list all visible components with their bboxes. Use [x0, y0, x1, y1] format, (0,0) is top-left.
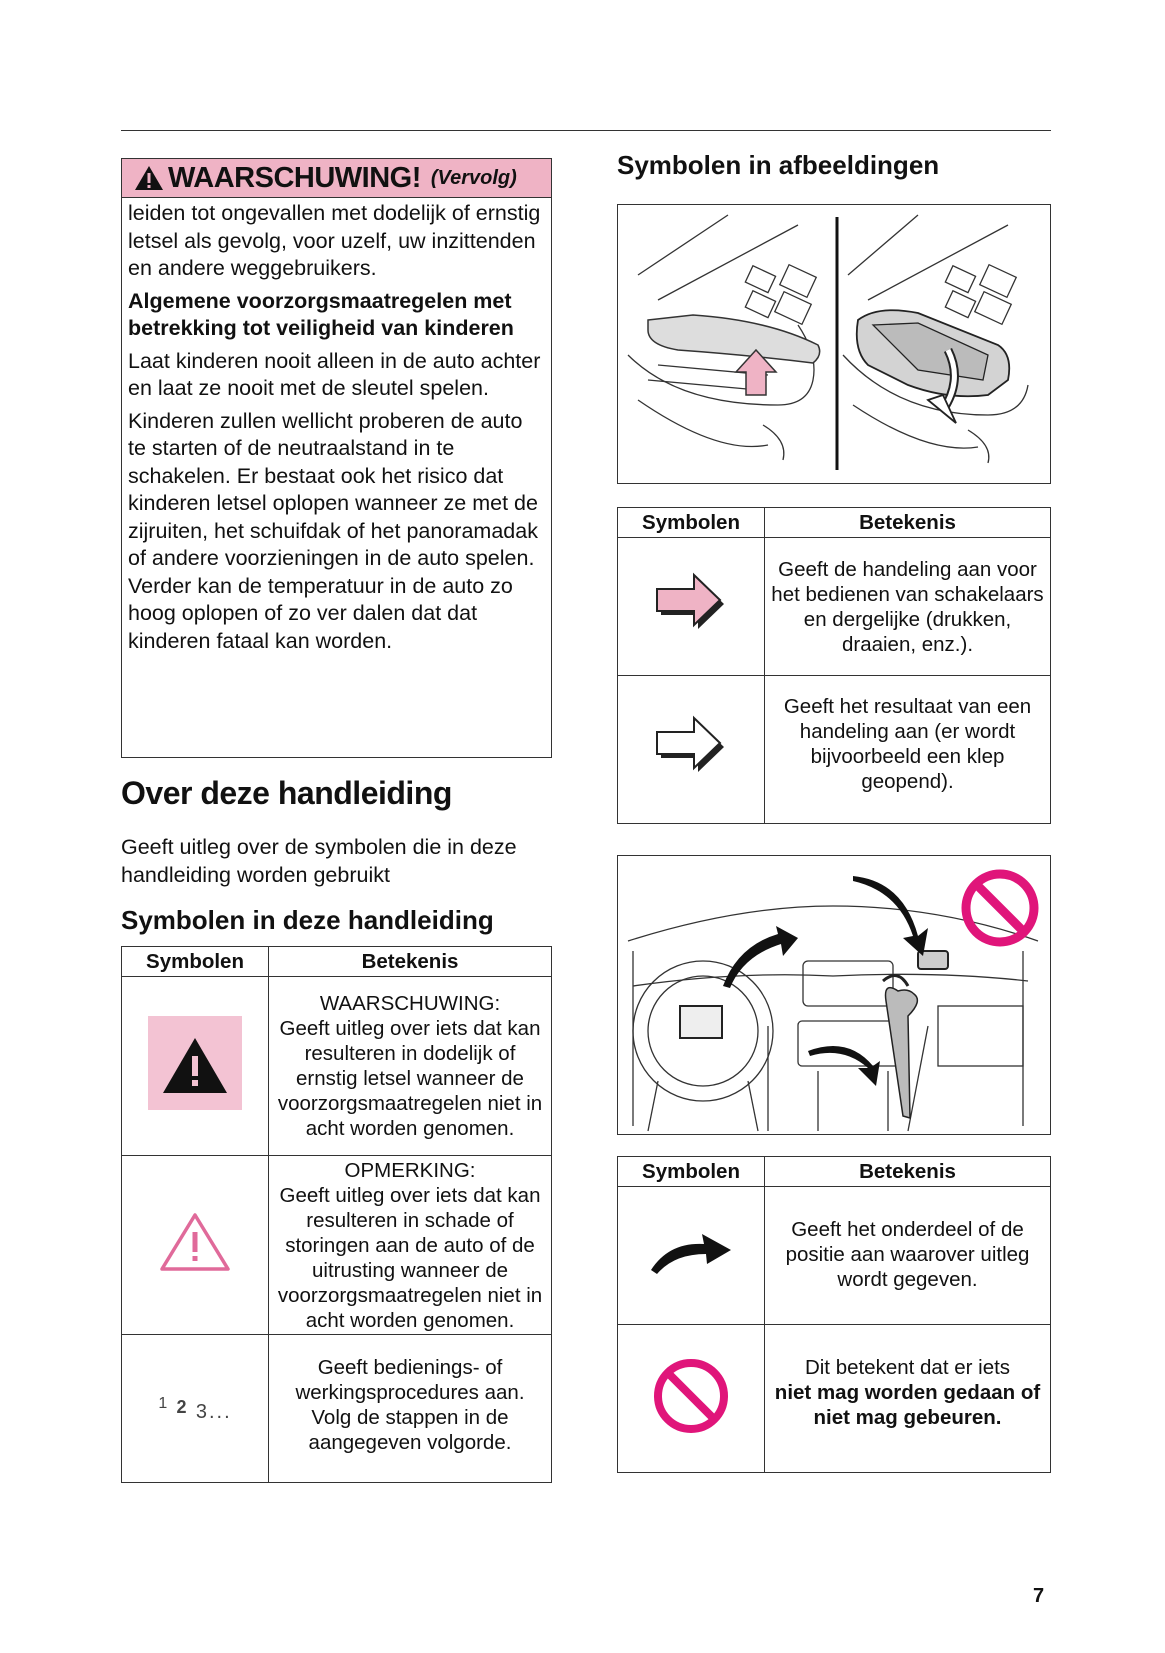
illustration-symbols-table-1 [617, 507, 1051, 824]
meaning-text: Dit betekent dat er iets [804, 1356, 1011, 1379]
table-row [618, 538, 1051, 676]
symbol-cell [122, 1156, 269, 1335]
symbol-cell [618, 538, 765, 676]
meaning-cell [765, 1325, 1051, 1473]
page-title: Over deze handleiding [121, 775, 452, 811]
dashboard-illustration [618, 856, 1049, 1133]
column-header: Symbolen [122, 947, 269, 977]
prohibition-icon [966, 874, 1034, 942]
warning-title: WAARSCHUWING! [168, 161, 421, 194]
meaning-cell: Geeft de handeling aan voor het bedienen van schakelaars en dergelijke (drukken, draaien, enz.). [765, 538, 1051, 676]
warning-body [122, 198, 551, 655]
top-rule [121, 130, 1051, 131]
illustration-symbols-table-2 [617, 1156, 1051, 1473]
column-header: Betekenis [765, 1157, 1051, 1187]
intro-text: Geeft uitleg over de symbolen die in deze handleiding worden gebruikt [121, 835, 517, 887]
manual-symbols-table [121, 946, 552, 1483]
curved-pointer-arrow-icon [649, 1230, 733, 1276]
table-row [618, 1187, 1051, 1325]
warning-triangle-icon [134, 164, 164, 192]
column-header: Betekenis [269, 947, 552, 977]
table-row [618, 676, 1051, 824]
table-row [122, 977, 552, 1156]
warning-continued: (Vervolg) [430, 166, 517, 189]
meaning-cell: Geeft bedienings- of werkingsprocedures aan. Volg de stappen in de aangegeven volgorde. [269, 1335, 552, 1483]
warning-box [121, 158, 552, 758]
column-header: Betekenis [765, 508, 1051, 538]
symbol-cell [618, 1325, 765, 1473]
warning-subheading: Algemene voorzorgsmaatregelen met betrekking tot veiligheid van kinderen [128, 288, 514, 340]
steps-symbol: $^1$ 2 3... [158, 1395, 232, 1423]
operation-arrow-icon [651, 572, 731, 636]
column-header: Symbolen [618, 1157, 765, 1187]
symbol-cell [122, 1335, 269, 1483]
caution-triangle-icon [158, 1210, 232, 1274]
warning-symbol-icon [148, 1016, 242, 1110]
meaning-cell: Geeft het onderdeel of de positie aan waarover uitleg wordt gegeven. [765, 1187, 1051, 1325]
warning-paragraph: Laat kinderen nooit alleen in de auto achter en laat ze nooit met de sleutel spelen. [128, 348, 541, 400]
warning-header [122, 159, 551, 198]
overhead-console-illustration [618, 205, 1049, 482]
table-row [618, 1325, 1051, 1473]
symbol-cell [618, 1187, 765, 1325]
figure-dashboard [617, 855, 1051, 1135]
meaning-text-bold: niet mag worden gedaan of niet mag gebeuren. [774, 1381, 1041, 1429]
table-row [122, 1156, 552, 1335]
symbol-cell [618, 676, 765, 824]
warning-paragraph: leiden tot ongevallen met dodelijk of ernstig letsel als gevolg, voor uzelf, uw inzittenden en andere weggebruikers. [128, 201, 541, 280]
symbol-cell [122, 977, 269, 1156]
section-heading-manual-symbols: Symbolen in deze handleiding [121, 905, 494, 935]
section-heading-illustration-symbols: Symbolen in afbeeldingen [617, 150, 940, 180]
table-row [122, 1335, 552, 1483]
meaning-cell: WAARSCHUWING: Geeft uitleg over iets dat kan resulteren in dodelijk of ernstig letsel wanneer de voorzorgsmaatregelen niet in acht worden genomen. [269, 977, 552, 1156]
prohibition-symbol-icon [651, 1356, 731, 1436]
meaning-cell: OPMERKING: Geeft uitleg over iets dat kan resulteren in schade of storingen aan de auto of de uitrusting wanneer de voorzorgsmaatregelen niet in acht worden genomen. [269, 1156, 552, 1335]
warning-paragraph: Kinderen zullen wellicht proberen de auto te starten of de neutraalstand in te schakelen. Er bestaat ook het risico dat kinderen letsel oplopen wanneer ze met de zijruiten, het schuifdak of het panoramadak of andere voorzieningen in de auto spelen. Verder kan de temperatuur in de auto zo hoog oplopen of zo ver dalen dat dat kinderen fataal kan worden. [128, 408, 538, 653]
figure-overhead-console [617, 204, 1051, 484]
column-header: Symbolen [618, 508, 765, 538]
page-number: 7 [1033, 1585, 1045, 1607]
result-arrow-icon [651, 715, 731, 779]
meaning-cell: Geeft het resultaat van een handeling aan (er wordt bijvoorbeeld een klep geopend). [765, 676, 1051, 824]
